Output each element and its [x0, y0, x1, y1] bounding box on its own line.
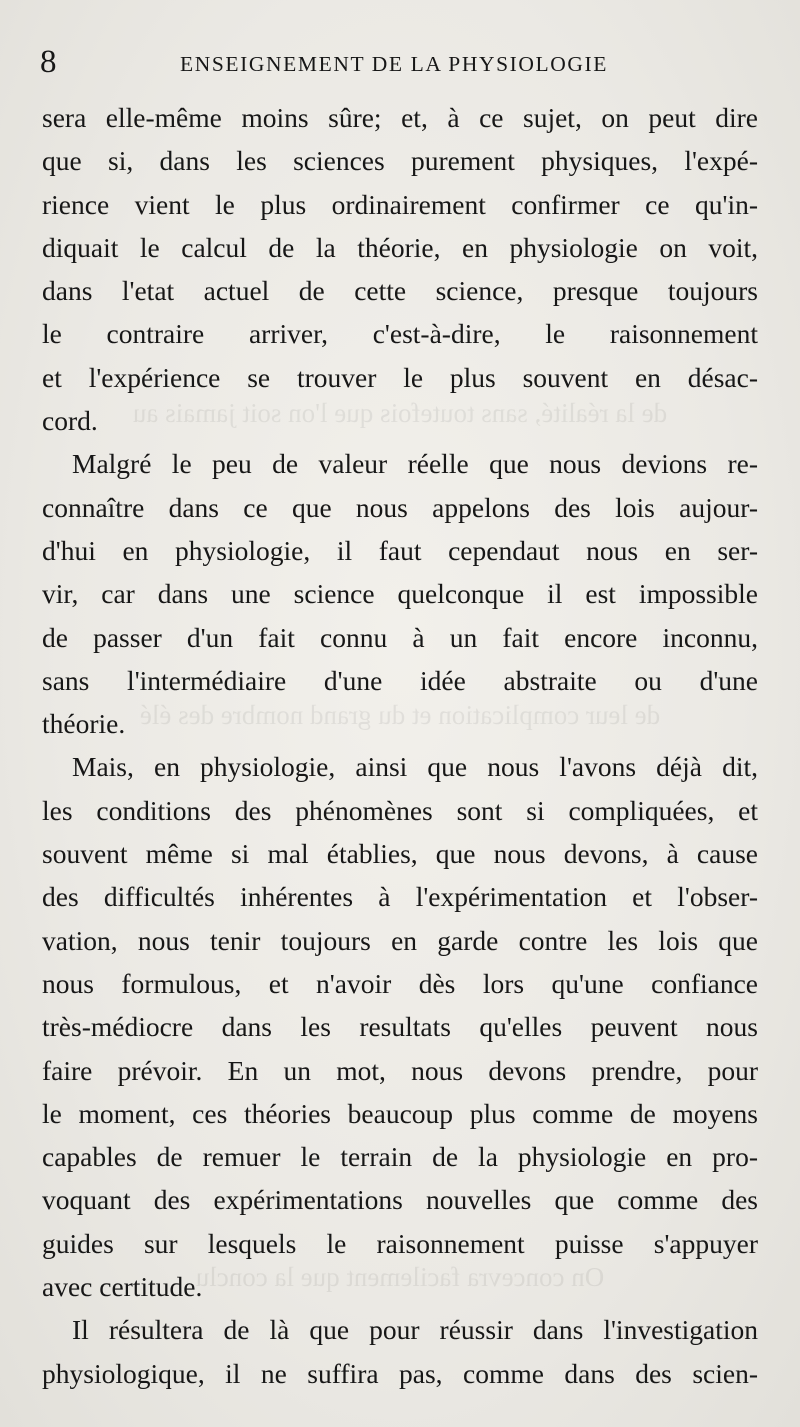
text-line: Mais, en physiologie, ainsi que nous l'avons déjà dit,	[72, 751, 758, 783]
text-line: rience vient le plus ordinairement confirmer ce qu'in-	[42, 188, 758, 220]
text-line: d'hui en physiologie, il faut cependaut nous en ser-	[42, 534, 758, 566]
running-head	[40, 42, 760, 82]
paragraph	[42, 1308, 758, 1395]
text-line: physiologique, il ne suffira pas, comme dans des scien-	[42, 1357, 758, 1389]
text-line: les conditions des phénomènes sont si compliquées, et	[42, 794, 758, 826]
paragraph	[42, 96, 758, 442]
paragraph	[42, 745, 758, 1308]
paragraph	[42, 442, 758, 745]
text-line: le moment, ces théories beaucoup plus comme de moyens	[42, 1097, 758, 1129]
text-line: vation, nous tenir toujours en garde contre les lois que	[42, 924, 758, 956]
text-line: le contraire arriver, c'est-à-dire, le raisonnement	[42, 318, 758, 350]
text-line: faire prévoir. En un mot, nous devons prendre, pour	[42, 1054, 758, 1086]
text-line: guides sur lesquels le raisonnement puisse s'appuyer	[42, 1227, 758, 1259]
bleed-through-text: On concevra facilement que la conclu	[195, 1262, 605, 1292]
text-line: Malgré le peu de valeur réelle que nous devions re-	[72, 448, 758, 480]
text-line: de passer d'un fait connu à un fait encore inconnu,	[42, 621, 758, 653]
text-line: voquant des expérimentations nouvelles que comme des	[42, 1184, 758, 1216]
text-line: capables de remuer le terrain de la physiologie en pro-	[42, 1141, 758, 1173]
body-text	[42, 96, 758, 1395]
text-line: sans l'intermédiaire d'une idée abstraite ou d'une	[42, 664, 758, 696]
text-line: théorie.	[42, 708, 126, 740]
text-line: nous formulous, et n'avoir dès lors qu'une confiance	[42, 967, 758, 999]
text-line: que si, dans les sciences purement physiques, l'expé-	[42, 145, 758, 177]
text-line: très-médiocre dans les resultats qu'elles peuvent nous	[42, 1011, 758, 1043]
text-line: souvent même si mal établies, que nous devons, à cause	[42, 838, 758, 870]
text-line: cord.	[42, 405, 98, 437]
bleed-through-text: de leur complication et du grand nombre des élé	[139, 700, 661, 730]
text-line: sera elle-même moins sûre; et, à ce sujet, on peut dire	[42, 102, 758, 133]
text-line: connaître dans ce que nous appelons des lois aujour-	[42, 491, 758, 523]
text-line: dans l'etat actuel de cette science, presque toujours	[42, 275, 758, 307]
text-line: Il résultera de là que pour réussir dans l'investigation	[72, 1314, 758, 1346]
text-line: des difficultés inhérentes à l'expérimentation et l'obser-	[42, 881, 758, 913]
text-line: diquait le calcul de la théorie, en physiologie on voit,	[42, 231, 758, 263]
page-number: 8	[40, 44, 57, 80]
bleed-through-text: de la réalité, sans toutefois que l'on soit jamais au	[132, 398, 668, 428]
running-title: ENSEIGNEMENT DE LA PHYSIOLOGIE	[180, 52, 609, 76]
text-line: avec certitude.	[42, 1271, 203, 1303]
text-line: et l'expérience se trouver le plus souvent en désac-	[42, 361, 758, 393]
text-line: vir, car dans une science quelconque il est impossible	[42, 578, 758, 610]
